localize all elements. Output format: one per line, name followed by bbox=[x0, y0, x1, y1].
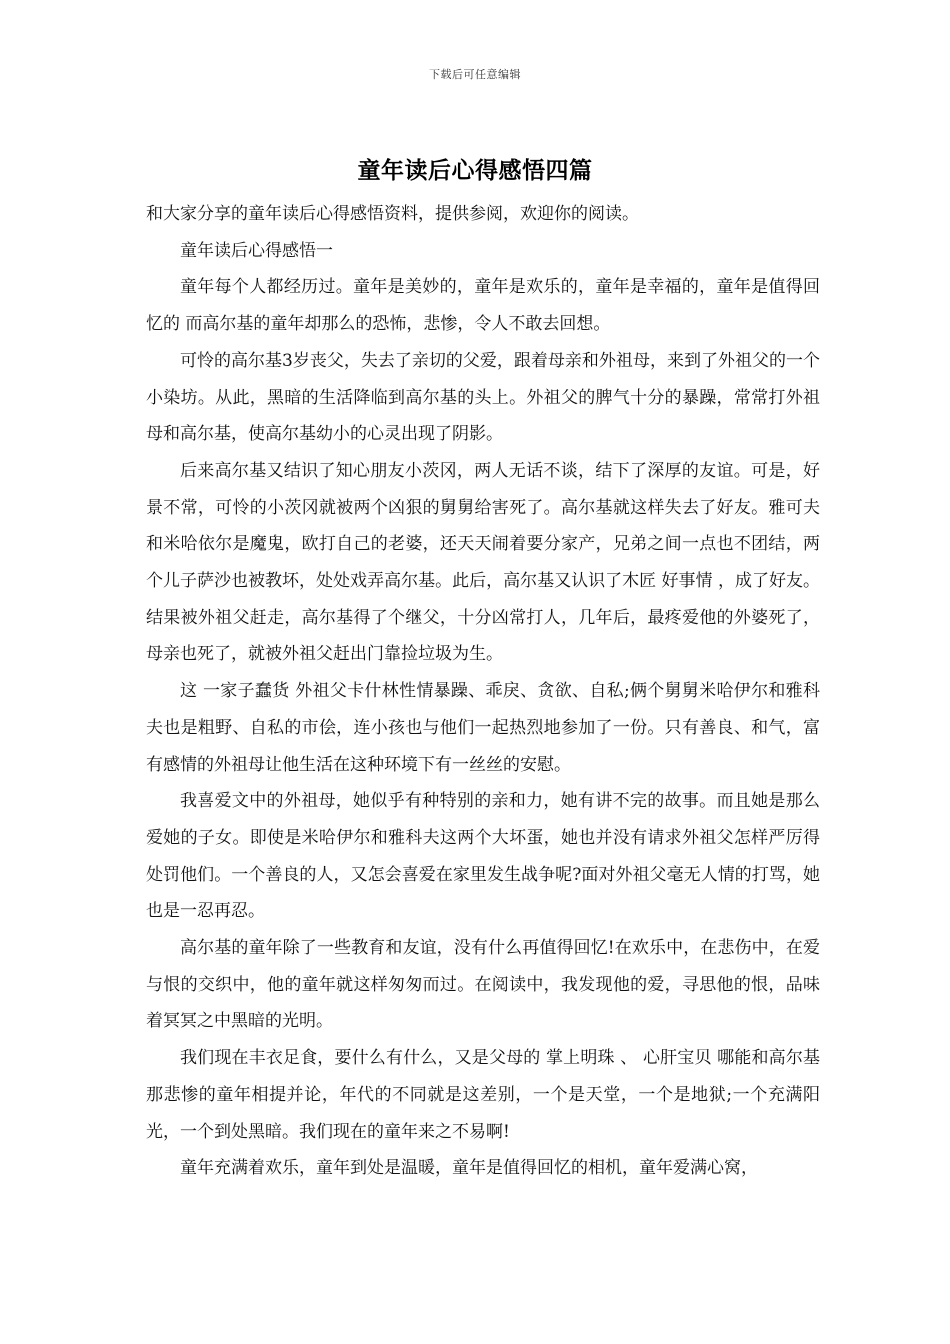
section-heading: 童年读后心得感悟一 bbox=[180, 240, 333, 261]
body-paragraph: 童年每个人都经历过。童年是美妙的，童年是欢乐的，童年是幸福的，童年是值得回忆的 而高尔基的童年却那么的恐怖，悲惨，令人不敢去回想。 bbox=[146, 277, 820, 335]
document-title: 童年读后心得感悟四篇 bbox=[357, 157, 593, 184]
body-paragraph: 我喜爱文中的外祖母，她似乎有种特别的亲和力，她有讲不完的故事。而且她是那么爱她的子女。即使是米哈伊尔和雅科夫这两个大坏蛋，她也并没有请求外祖父怎样严厉得处罚他们。一个善良的人，又怎会喜爱在家里发生战争呢?面对外祖父毫无人情的打骂，她也是一忍再忍。 bbox=[146, 791, 820, 922]
body-paragraph: 这 一家子蠢货 外祖父卡什林性情暴躁、乖戾、贪欲、自私;俩个舅舅米哈伊尔和雅科夫也是粗野、自私的市侩，连小孩也与他们一起热烈地参加了一份。只有善良、和气，富有感情的外祖母让他生活在这种环境下有一丝丝的安慰。 bbox=[146, 681, 820, 775]
intro-paragraph: 和大家分享的童年读后心得感悟资料，提供参阅，欢迎你的阅读。 bbox=[146, 204, 639, 224]
header-note: 下载后可任意编辑 bbox=[429, 68, 521, 81]
body-paragraph: 我们现在丰衣足食，要什么有什么，又是父母的 掌上明珠 、 心肝宝贝 哪能和高尔基那悲惨的童年相提并论，年代的不同就是这差别，一个是天堂，一个是地狱;一个充满阳光，一个到处黑暗。我们现在的童年来之不易啊! bbox=[146, 1048, 820, 1142]
document-body bbox=[146, 196, 820, 1187]
body-paragraph: 童年充满着欢乐，童年到处是温暖，童年是值得回忆的相机，童年爱满心窝， bbox=[180, 1158, 758, 1179]
body-paragraph: 高尔基的童年除了一些教育和友谊，没有什么再值得回忆!在欢乐中，在悲伤中，在爱与恨的交织中，他的童年就这样匆匆而过。在阅读中，我发现他的爱，寻思他的恨，品味着冥冥之中黑暗的光明。 bbox=[146, 938, 820, 1032]
body-paragraph: 可怜的高尔基3岁丧父，失去了亲切的父爱，跟着母亲和外祖母，来到了外祖父的一个小染坊。从此，黑暗的生活降临到高尔基的头上。外祖父的脾气十分的暴躁，常常打外祖母和高尔基，使高尔基幼小的心灵出现了阴影。 bbox=[146, 350, 820, 445]
body-paragraph: 后来高尔基又结识了知心朋友小茨冈，两人无话不谈，结下了深厚的友谊。可是，好景不常，可怜的小茨冈就被两个凶狠的舅舅给害死了。高尔基就这样失去了好友。雅可夫和米哈依尔是魔鬼，欧打自己的老婆，还天天闹着要分家产，兄弟之间一点也不团结，两个儿子萨沙也被教坏，处处戏弄高尔基。此后，高尔基又认识了木匠 好事情 ，成了好友。结果被外祖父赶走，高尔基得了个继父，十分凶常打人，几年后，最疼爱他的外婆死了，母亲也死了，就被外祖父赶出门靠捡垃圾为生。 bbox=[146, 460, 820, 665]
